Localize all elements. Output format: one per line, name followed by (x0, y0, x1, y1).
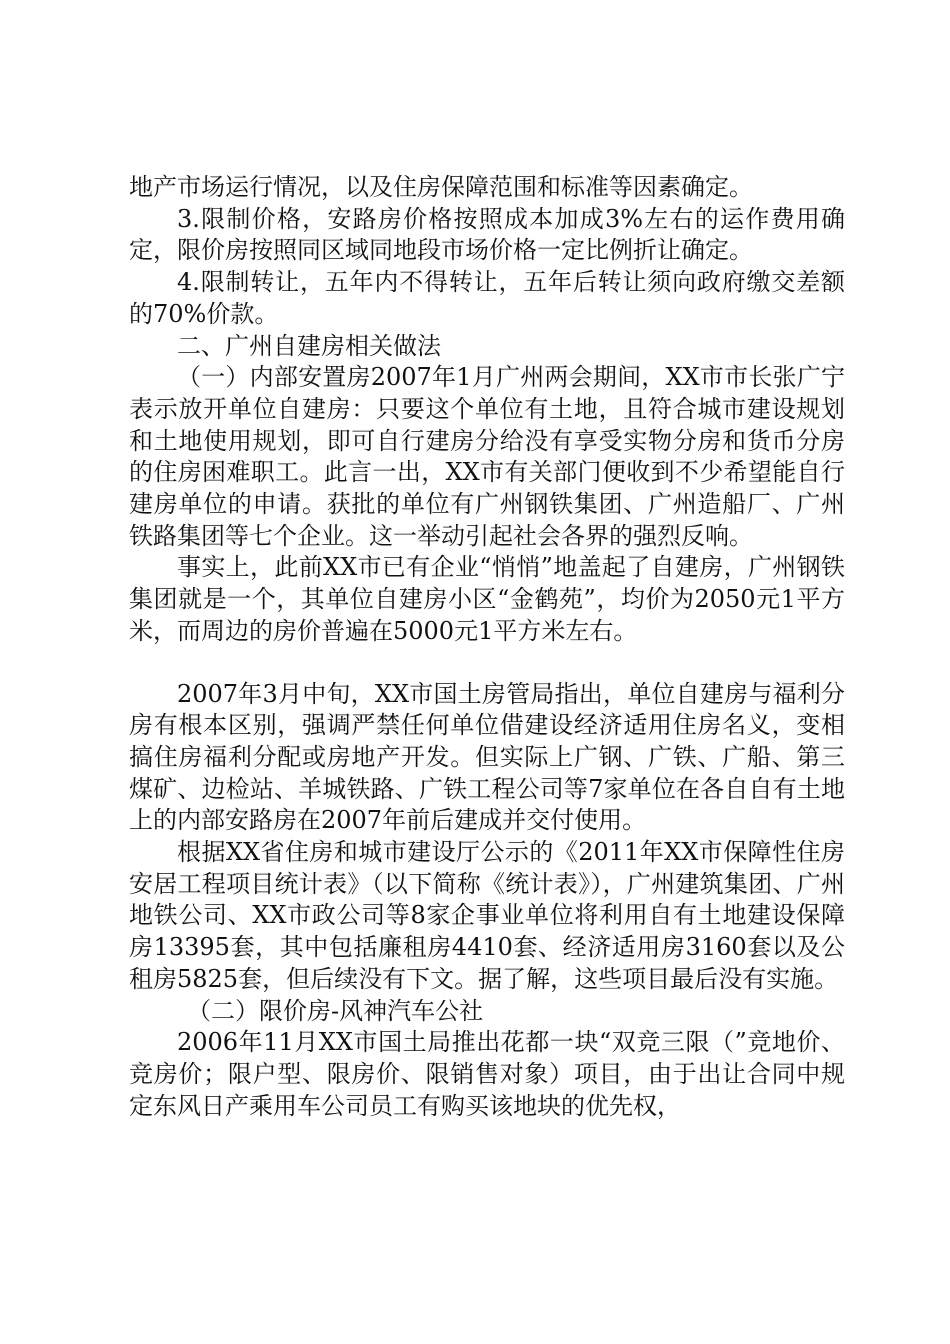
paragraph-limit-price: 3.限制价格，安路房价格按照成本加成3%左右的运作费用确定，限价房按照同区域同地段市场价格一定比例折让确定。 (129, 204, 845, 265)
paragraph-spacer (129, 648, 845, 679)
subsection-heading: （二）限价房-风神汽车公社 (187, 996, 484, 1025)
paragraph-nov-2006: 2006年11月XX市国土局推出花都一块“双竞三限（”竞地价、竞房价；限户型、限房价、限销售对象）项目，由于出让合同中规定东风日产乘用车公司员工有购买该地块的优先权， (129, 1028, 845, 1120)
paragraph-continuation: 地产市场运行情况，以及住房保障范围和标准等因素确定。 (129, 173, 753, 201)
paragraph-march-2007: 2007年3月中旬，XX市国土房管局指出，单位自建房与福利分房有根本区别，强调严禁任何单位借建设经济适用住房名义，变相搞住房福利分配或房地产开发。但实际上广钢、广铁、广船、第三煤矿、边检站、羊城铁路、广铁工程公司等7家单位在各自自有土地上的内部安路房在2007年前后建成并交付使用。 (129, 679, 845, 835)
document-body (129, 172, 845, 1122)
paragraph-statistics-table: 根据XX省住房和城市建设厅公示的《2011年XX市保障性住房安居工程项目统计表》（以下简称《统计表》），广州建筑集团、广州地铁公司、XX市政公司等8家企事业单位将利用自有土地建设保障房13395套，其中包括廉租房4410套、经济适用房3160套以及公租房5825套，但后续没有下文。据了解，这些项目最后没有实施。 (129, 838, 845, 993)
paragraph-limit-transfer: 4.限制转让，五年内不得转让，五年后转让须向政府缴交差额的70%价款。 (129, 268, 845, 328)
section-heading: 二、广州自建房相关做法 (177, 331, 441, 360)
paragraph-internal-housing: （一）内部安置房2007年1月广州两会期间，XX市市长张广宁表示放开单位自建房：只要这个单位有土地，且符合城市建设规划和土地使用规划，即可自行建房分给没有享受实物分房和货币分房的住房困难职工。此言一出，XX市有关部门便收到不少希望能自行建房单位的申请。获批的单位有广州钢铁集团、广州造船厂、广州铁路集团等七个企业。这一举动引起社会各界的强烈反响。 (129, 363, 845, 550)
paragraph-in-fact: 事实上，此前XX市已有企业“悄悄”地盖起了自建房，广州钢铁集团就是一个，其单位自建房小区“金鹤苑”，均价为2050元1平方米，而周边的房价普遍在5000元1平方米左右。 (129, 553, 845, 645)
